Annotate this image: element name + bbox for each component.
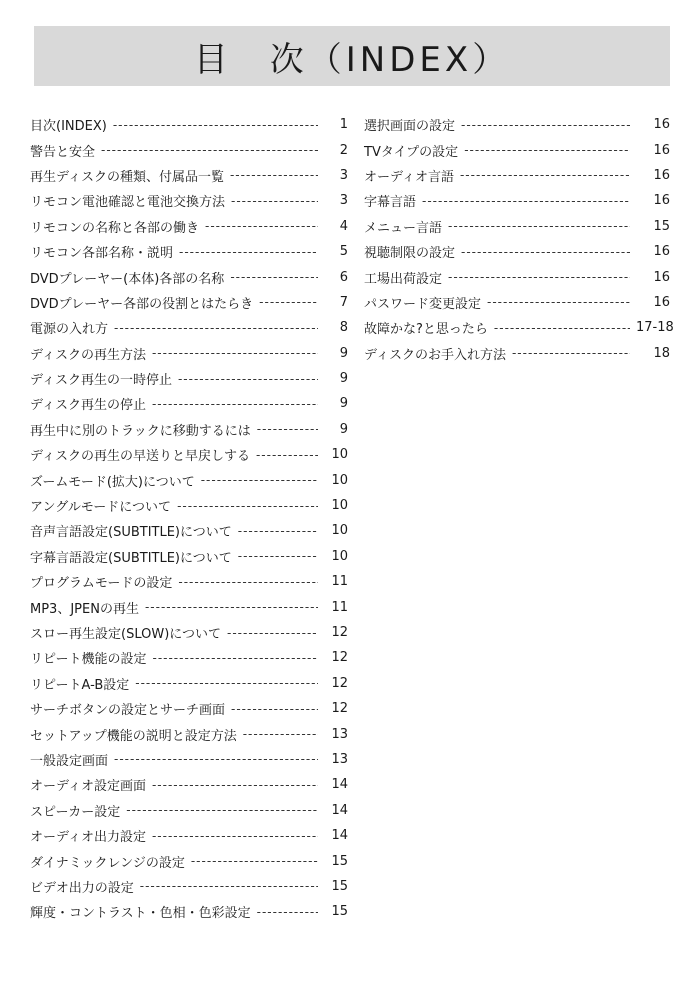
toc-leader-dashes: [487, 295, 630, 309]
toc-leader-dashes: [512, 346, 630, 360]
toc-entry-label: TVタイプの設定: [364, 144, 459, 160]
toc-entry-page: 15: [331, 878, 348, 894]
toc-entry-page: 16: [653, 244, 670, 260]
toc-entry-label: リピート機能の設定: [30, 652, 147, 668]
toc-leader-dashes: [422, 194, 630, 208]
toc-entry-label: リピートA-B設定: [30, 677, 130, 693]
toc-entry: [30, 823, 348, 848]
toc-leader-dashes: [243, 727, 318, 741]
toc-leader-dashes: [460, 168, 630, 182]
page-title: 目 次（INDEX）: [193, 39, 511, 80]
toc-leader-dashes: [114, 752, 318, 766]
toc-leader-dashes: [259, 295, 318, 309]
toc-entry-page: 5: [339, 244, 348, 260]
toc-entry-label: プログラムモードの設定: [30, 576, 173, 592]
toc-entry: [30, 239, 348, 264]
toc-entry: [30, 112, 348, 137]
toc-entry-label: 字幕言語: [364, 195, 417, 211]
toc-entry: [30, 544, 348, 569]
toc-entry: [364, 112, 670, 137]
toc-entry-page: 16: [653, 167, 670, 183]
toc-entry-page: 18: [653, 345, 670, 361]
toc-leader-dashes: [145, 600, 318, 614]
toc-entry: [30, 594, 348, 619]
toc-entry: [364, 137, 670, 162]
toc-leader-dashes: [231, 194, 318, 208]
toc-entry-page: 14: [331, 828, 348, 844]
toc-entry-page: 17-18: [636, 320, 674, 336]
toc-entry-page: 16: [653, 294, 670, 310]
toc-entry-page: 15: [331, 904, 348, 920]
toc-left-column: [30, 112, 348, 925]
toc-entry: [30, 391, 348, 416]
toc-entry-label: 故障かな?と思ったら: [364, 322, 488, 338]
toc-entry-page: 11: [331, 599, 348, 615]
toc-entry-label: 再生ディスクの種類、付属品一覧: [30, 169, 224, 185]
toc-entry-page: 16: [653, 142, 670, 158]
toc-leader-dashes: [201, 473, 318, 487]
toc-entry-label: リモコンの名称と各部の働き: [30, 220, 200, 236]
toc-entry-page: 6: [339, 269, 348, 285]
toc-entry-label: 輝度・コントラスト・色相・色彩設定: [30, 906, 251, 922]
toc-entry-label: 工場出荷設定: [364, 271, 443, 287]
toc-entry-page: 3: [339, 167, 348, 183]
toc-leader-dashes: [448, 270, 630, 284]
toc-entry: [364, 315, 674, 340]
toc-entry-label: サーチボタンの設定とサーチ画面: [30, 703, 226, 719]
toc-entry-label: スロー再生設定(SLOW)について: [30, 627, 222, 642]
toc-entry-page: 11: [331, 574, 348, 590]
toc-entry: [30, 671, 348, 696]
toc-leader-dashes: [140, 879, 318, 893]
toc-entry: [364, 188, 670, 213]
toc-entry-page: 10: [331, 498, 348, 514]
toc-entry: [364, 264, 670, 289]
toc-entry-label: 音声言語設定(SUBTITLE)について: [30, 525, 232, 541]
toc-entry-label: 一般設定画面: [30, 753, 109, 769]
toc-leader-dashes: [448, 219, 630, 233]
toc-entry-label: パスワード変更設定: [364, 296, 482, 312]
toc-entry-label: アングルモードについて: [30, 500, 172, 516]
toc-entry-page: 12: [331, 625, 348, 640]
toc-entry-label: 警告と安全: [30, 144, 96, 160]
toc-leader-dashes: [101, 143, 318, 157]
toc-leader-dashes: [257, 905, 318, 919]
toc-leader-dashes: [177, 499, 318, 513]
toc-leader-dashes: [126, 803, 318, 817]
toc-entry-label: ディスク再生の一時停止: [30, 373, 172, 389]
toc-entry-page: 8: [339, 320, 348, 336]
toc-entry-page: 13: [331, 726, 348, 742]
toc-entry: [364, 341, 670, 366]
toc-entry-page: 7: [339, 294, 348, 310]
toc-entry: [30, 188, 348, 213]
toc-entry-page: 15: [331, 853, 348, 869]
toc-entry: [30, 417, 348, 442]
toc-entry-label: DVDプレーヤー各部の役割とはたらき: [30, 296, 254, 312]
toc-entry: [30, 721, 348, 746]
toc-entry-label: ディスク再生の停止: [30, 398, 146, 414]
toc-entry-page: 16: [653, 117, 670, 133]
toc-leader-dashes: [231, 702, 318, 716]
toc-leader-dashes: [464, 143, 630, 157]
toc-entry: [30, 442, 348, 467]
toc-leader-dashes: [230, 270, 318, 284]
toc-entry: [30, 848, 348, 873]
toc-entry: [30, 899, 348, 924]
toc-entry: [364, 290, 670, 315]
toc-entry-page: 12: [331, 650, 348, 666]
toc-entry: [30, 874, 348, 899]
toc-entry-page: 16: [653, 269, 670, 285]
toc-entry: [30, 620, 348, 645]
toc-leader-dashes: [461, 245, 630, 259]
toc-entry: [30, 137, 348, 162]
toc-entry-label: 字幕言語設定(SUBTITLE)について: [30, 550, 232, 566]
toc-entry-label: ディスクの再生の早送りと早戻しする: [30, 449, 250, 465]
toc-entry-page: 10: [331, 472, 348, 488]
toc-right-column: [364, 112, 674, 366]
toc-leader-dashes: [152, 829, 318, 843]
toc-entry: [30, 290, 348, 315]
toc-entry-page: 14: [331, 777, 348, 793]
toc-entry: [30, 518, 348, 543]
toc-entry-label: MP3、JPENの再生: [30, 601, 139, 617]
toc-leader-dashes: [205, 219, 318, 233]
toc-entry: [364, 163, 670, 188]
toc-leader-dashes: [238, 524, 318, 538]
toc-entry-page: 14: [331, 802, 348, 818]
toc-leader-dashes: [256, 448, 318, 462]
toc-entry-label: リモコン各部名称・説明: [30, 246, 174, 262]
toc-leader-dashes: [227, 626, 318, 640]
toc-entry-label: ズームモード(拡大)について: [30, 474, 195, 490]
toc-entry-label: 再生中に別のトラックに移動するには: [30, 423, 251, 439]
toc-entry: [30, 214, 348, 239]
toc-entry: [30, 569, 348, 594]
toc-entry-page: 12: [331, 675, 348, 691]
toc-entry-label: ダイナミックレンジの設定: [30, 855, 185, 871]
toc-entry-page: 15: [653, 218, 670, 234]
toc-leader-dashes: [191, 854, 318, 868]
toc-entry-label: セットアップ機能の説明と設定方法: [30, 728, 237, 744]
toc-entry: [30, 341, 348, 366]
toc-entry-page: 16: [653, 193, 670, 209]
toc-entry-label: 目次(INDEX): [30, 119, 107, 135]
toc-entry: [30, 163, 348, 188]
toc-entry-page: 10: [331, 548, 348, 564]
toc-leader-dashes: [178, 372, 318, 386]
toc-entry: [30, 366, 348, 391]
toc-entry-page: 3: [339, 193, 348, 209]
toc-entry: [364, 214, 670, 239]
toc-leader-dashes: [494, 321, 630, 335]
toc-entry-page: 10: [331, 447, 348, 463]
toc-entry-label: 選択画面の設定: [364, 119, 456, 135]
toc-entry: [30, 315, 348, 340]
toc-entry: [30, 696, 348, 721]
toc-entry-page: 9: [339, 396, 348, 412]
toc-leader-dashes: [113, 118, 318, 132]
toc-entry-label: ディスクのお手入れ方法: [364, 347, 506, 363]
toc-leader-dashes: [461, 118, 630, 132]
toc-entry-label: スピーカー設定: [30, 804, 121, 820]
toc-entry-page: 9: [339, 421, 348, 437]
toc-entry-label: 電源の入れ方: [30, 322, 109, 338]
title-banner: [34, 26, 670, 86]
toc-leader-dashes: [152, 778, 318, 792]
toc-leader-dashes: [135, 676, 318, 690]
toc-entry-label: オーディオ言語: [364, 169, 454, 185]
toc-entry: [30, 264, 348, 289]
toc-entry-label: メニュー言語: [364, 220, 443, 236]
toc-leader-dashes: [238, 549, 318, 563]
toc-entry: [30, 747, 348, 772]
toc-leader-dashes: [152, 346, 318, 360]
toc-leader-dashes: [179, 245, 318, 259]
toc-entry: [30, 493, 348, 518]
toc-entry: [30, 467, 348, 492]
toc-entry-label: リモコン電池確認と電池交換方法: [30, 195, 226, 211]
toc-leader-dashes: [230, 168, 318, 182]
toc-entry: [30, 798, 348, 823]
toc-entry-page: 1: [339, 117, 348, 133]
toc-entry: [30, 772, 348, 797]
toc-entry: [364, 239, 670, 264]
toc-entry-label: オーディオ設定画面: [30, 779, 146, 795]
toc-entry-page: 9: [339, 371, 348, 387]
toc-leader-dashes: [257, 422, 318, 436]
toc-entry-label: DVDプレーヤー(本体)各部の名称: [30, 271, 225, 287]
toc-entry-page: 10: [331, 523, 348, 539]
toc-entry-label: ディスクの再生方法: [30, 347, 146, 363]
toc-leader-dashes: [114, 321, 318, 335]
toc-entry: [30, 645, 348, 670]
toc-entry-page: 2: [339, 142, 348, 158]
toc-entry-label: 視聴制限の設定: [364, 246, 456, 262]
toc-entry-page: 12: [331, 701, 348, 717]
toc-entry-label: ビデオ出力の設定: [30, 880, 134, 896]
toc-leader-dashes: [152, 651, 318, 665]
toc-entry-page: 13: [331, 751, 348, 767]
toc-entry-page: 9: [339, 345, 348, 361]
toc-entry-label: オーディオ出力設定: [30, 830, 146, 846]
toc-leader-dashes: [178, 575, 318, 589]
toc-entry-page: 4: [339, 218, 348, 234]
toc-leader-dashes: [152, 397, 318, 411]
